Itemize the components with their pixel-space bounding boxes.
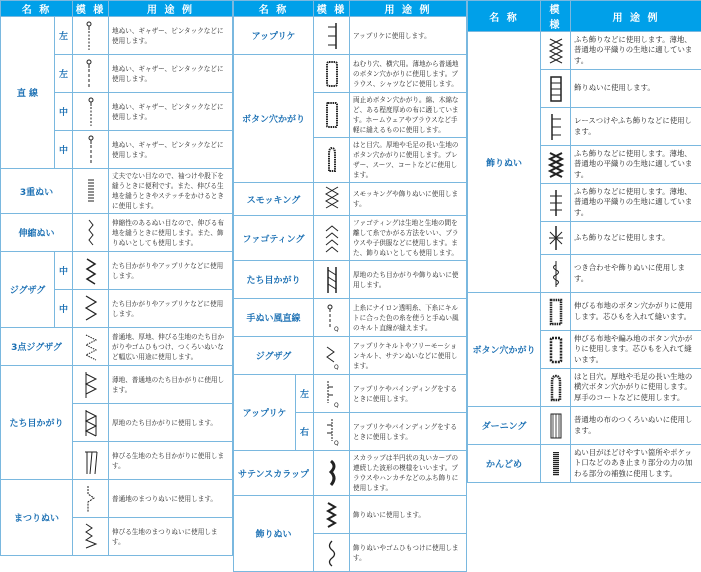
decorative-feather-icon <box>541 255 571 293</box>
header-pattern: 模 様 <box>541 1 571 32</box>
quilt-zigzag-icon <box>314 337 350 375</box>
table-row <box>1 169 233 214</box>
stitch-name: 3点ジグザグ <box>1 328 73 366</box>
smocking-stitch-icon <box>314 183 350 216</box>
header-usage: 用 途 例 <box>571 1 701 32</box>
keyhole-buttonhole-icon <box>314 138 350 183</box>
svg-text:Q: Q <box>334 364 339 371</box>
blind-hem-icon <box>73 480 109 518</box>
table-row <box>234 216 467 261</box>
stitch-usage: たち目かがりやアップリケなどに使用します。 <box>109 252 233 290</box>
stitch-usage: 伸びる布地や編み地のボタン穴かがりに使用します。芯ひもを入れて縫います。 <box>571 331 701 369</box>
header-name: 名 称 <box>234 1 314 17</box>
fagoting-stitch-icon <box>314 216 350 261</box>
straight-left-stitch-icon <box>73 17 109 55</box>
stitch-usage: 普通地の布のつくろいぬいに使用します。 <box>571 407 701 445</box>
table-row <box>1 366 233 404</box>
stitch-table-col2 <box>233 0 467 572</box>
lace-stitch-icon <box>541 108 571 146</box>
straight-center-stitch-icon <box>73 93 109 131</box>
overcast-stretch-icon <box>73 442 109 480</box>
darning-stitch-icon <box>541 407 571 445</box>
triple-stitch-icon <box>73 169 109 214</box>
stitch-name: アップリケ <box>234 375 296 451</box>
zigzag-stitch-icon <box>73 290 109 328</box>
overcast-stitch-icon <box>73 366 109 404</box>
header-name: 名 称 <box>1 1 73 17</box>
stitch-name: 伸縮ぬい <box>1 214 73 252</box>
stitch-usage: ふち飾りなどに使用します。 <box>571 222 701 255</box>
table-row <box>234 496 467 534</box>
needle-position: 左 <box>296 375 314 413</box>
decorative-cross-icon <box>541 32 571 70</box>
table-row <box>468 32 701 70</box>
needle-position: 中 <box>55 131 73 169</box>
header-usage: 用 途 例 <box>350 1 467 17</box>
stitch-name: スモッキング <box>234 183 314 216</box>
header-name: 名 称 <box>468 1 541 32</box>
stitch-usage: スモッキングや飾りぬいに使用します。 <box>350 183 467 216</box>
stitch-usage: ファゴティングは生地と生地の間を離して糸でかがる方法をいい、ブラウスや子供服などに使用します。また、飾りぬいとしても使用します。 <box>350 216 467 261</box>
stitch-name: たち目かがり <box>234 261 314 299</box>
stitch-usage: 厚地のたち目かがりや飾りぬいに使用します。 <box>350 261 467 299</box>
hand-quilt-stitch-icon <box>314 299 350 337</box>
stitch-usage: 地ぬい、ギャザー、ピンタックなどに使用します。 <box>109 55 233 93</box>
stitch-usage: 伸びる生地のたち目かがりに使用します。 <box>109 442 233 480</box>
blind-hem-stretch-icon <box>73 518 109 556</box>
stitch-usage: ぬい目がほどけやすい箇所やポケット口などのあき止まり部分の力の加わる部分の補強に使用します。 <box>571 445 701 483</box>
table-row <box>234 183 467 216</box>
header-pattern: 模 様 <box>314 1 350 17</box>
stitch-table-col3 <box>467 0 701 483</box>
overcast-thick-icon <box>73 404 109 442</box>
stitch-name: 飾りぬい <box>468 32 541 293</box>
table-row <box>234 299 467 337</box>
knit-buttonhole-icon <box>541 331 571 369</box>
stitch-usage: アップリケに使用します。 <box>350 17 467 55</box>
svg-text:Q: Q <box>334 326 339 333</box>
needle-position: 中 <box>55 252 73 290</box>
table-row <box>234 261 467 299</box>
stitch-usage: 普通地のまつりぬいに使用します。 <box>109 480 233 518</box>
table-row <box>468 293 701 331</box>
table-row <box>1 328 233 366</box>
svg-text:Q: Q <box>334 440 339 447</box>
needle-position: 左 <box>55 55 73 93</box>
needle-position: 中 <box>55 290 73 328</box>
table-row <box>234 375 467 413</box>
keyhole-thick-buttonhole-icon <box>541 369 571 407</box>
stitch-usage: つき合わせや飾りぬいに使用します。 <box>571 255 701 293</box>
stitch-name: 直 線 <box>1 17 55 169</box>
stitch-name: アップリケ <box>234 17 314 55</box>
stitch-usage: 地ぬい、ギャザー、ピンタックなどに使用します。 <box>109 93 233 131</box>
stitch-usage: スカラップは半円状の丸いカーブの連続した波形の模様をいいます。ブラウスやハンカチなどのふち飾りに使用します。 <box>350 451 467 496</box>
stitch-usage: アップリケやバインディングをするときに使用します。 <box>350 413 467 451</box>
stitch-name: ダーニング <box>468 407 541 445</box>
stitch-usage: 厚地のたち目かがりに使用します。 <box>109 404 233 442</box>
stitch-usage: 地ぬい、ギャザー、ピンタックなどに使用します。 <box>109 131 233 169</box>
stretch-buttonhole-icon <box>541 293 571 331</box>
stretch-stitch-icon <box>73 214 109 252</box>
stitch-name: 飾りぬい <box>234 496 314 572</box>
three-point-zigzag-icon <box>73 328 109 366</box>
needle-position: 左 <box>55 17 73 55</box>
decorative-star-icon <box>541 222 571 255</box>
stitch-usage: 飾りぬいやゴムひもつけに使用します。 <box>350 534 467 572</box>
stitch-usage: アップリケやバインディングをするときに使用します。 <box>350 375 467 413</box>
stitch-usage: ふち飾りなどに使用します。薄地、普通地の平織りの生地に適しています。 <box>571 32 701 70</box>
stitch-name: かんどめ <box>468 445 541 483</box>
table-row <box>468 407 701 445</box>
stitch-name: まつりぬい <box>1 480 73 556</box>
stitch-usage: ふち飾りなどに使用します。薄地、普通地の平織りの生地に適しています。 <box>571 146 701 184</box>
stitch-name: ボタン穴かがり <box>234 55 314 183</box>
straight-center-stitch-icon <box>73 131 109 169</box>
stitch-usage: 飾りぬいに使用します。 <box>350 496 467 534</box>
stitch-usage: レースつけやふち飾りなどに使用します。 <box>571 108 701 146</box>
stitch-usage: アップリケキルトやフリーモーションキルト、サテンぬいなどに使用します。 <box>350 337 467 375</box>
stitch-table-col1 <box>0 0 233 556</box>
table-row <box>1 214 233 252</box>
table-row <box>234 17 467 55</box>
needle-position: 中 <box>55 93 73 131</box>
table-row <box>234 337 467 375</box>
stitch-usage: 普通地、厚地、伸びる生地のたち目かがりやゴムひもつけ、つくろいぬいなど幅広い用途に使用します。 <box>109 328 233 366</box>
applique-stitch-icon <box>314 17 350 55</box>
stitch-usage: 伸びる布地のボタン穴かがりに使用します。芯ひもを入れて縫います。 <box>571 293 701 331</box>
stitch-usage: 伸びる生地のまつりぬいに使用します。 <box>109 518 233 556</box>
satin-scallop-icon <box>314 451 350 496</box>
stitch-usage: 丈夫でない目なので、袖つけや股下を縫うときに便利です。また、伸びる生地を縫うときやステッチをかけるときに使用します。 <box>109 169 233 214</box>
table-row <box>468 445 701 483</box>
needle-position: 右 <box>296 413 314 451</box>
stitch-name: たち目かがり <box>1 366 73 480</box>
decorative-comb-icon <box>541 184 571 222</box>
stitch-name: サテンスカラップ <box>234 451 314 496</box>
stitch-usage: はと目穴。厚地や毛足の長い生地のボタン穴かがりに使用します。ブレザー、スーツ、コートなどに使用します。 <box>350 138 467 183</box>
overcast-ladder-icon <box>314 261 350 299</box>
buttonhole-icon <box>314 55 350 93</box>
table-row <box>234 55 467 93</box>
decorative-elastic-icon <box>314 534 350 572</box>
stitch-usage: 両止めボタン穴かがり。綿、木綿など、ある程度厚めの布に適しています。ホームウェアやブラウスなど手軽に縫えるものに使用します。 <box>350 93 467 138</box>
stitch-name: 3重ぬい <box>1 169 73 214</box>
table-row <box>1 252 233 290</box>
table-row <box>234 451 467 496</box>
stitch-usage: 薄地、普通地のたち目かがりに使用します。 <box>109 366 233 404</box>
stitch-usage: 伸縮性のあるぬい目なので、伸びる布地を縫うときに使用します。また、飾りぬいとしても使用します。 <box>109 214 233 252</box>
applique-right-icon <box>314 413 350 451</box>
stitch-name: ファゴティング <box>234 216 314 261</box>
stitch-usage: はと目穴。厚地や毛足の長い生地の横穴ボタン穴かがりに使用します。厚手のコートなどに使用します。 <box>571 369 701 407</box>
stitch-name: ボタン穴かがり <box>468 293 541 407</box>
stitch-usage: 飾りぬいに使用します。 <box>571 70 701 108</box>
decorative-stitch-icon <box>314 496 350 534</box>
stitch-usage: たち目かがりやアップリケなどに使用します。 <box>109 290 233 328</box>
zigzag-stitch-icon <box>73 252 109 290</box>
stitch-name: ジグザグ <box>1 252 55 328</box>
stitch-name: 手ぬい風直線 <box>234 299 314 337</box>
stitch-usage: 上糸にナイロン透明糸、下糸にキルトに合った色の糸を使うと手ぬい風のキルト直線が縫えます。 <box>350 299 467 337</box>
buttonhole-bartack-icon <box>314 93 350 138</box>
stitch-usage: 地ぬい、ギャザー、ピンタックなどに使用します。 <box>109 17 233 55</box>
stitch-name: ジグザグ <box>234 337 314 375</box>
applique-left-icon <box>314 375 350 413</box>
decorative-ladder-icon <box>541 70 571 108</box>
svg-text:Q: Q <box>334 402 339 409</box>
header-usage: 用 途 例 <box>109 1 233 17</box>
straight-left-stitch-icon <box>73 55 109 93</box>
stitch-usage: ねむり穴、横穴用。薄地から普通地のボタン穴かがりに使用します。ブラウス、シャツなどに使用します。 <box>350 55 467 93</box>
decorative-double-cross-icon <box>541 146 571 184</box>
header-pattern: 模 様 <box>73 1 109 17</box>
stitch-usage: ふち飾りなどに使用します。薄地、普通地の平織りの生地に適しています。 <box>571 184 701 222</box>
table-row <box>1 17 233 55</box>
bartack-stitch-icon <box>541 445 571 483</box>
table-row <box>1 480 233 518</box>
